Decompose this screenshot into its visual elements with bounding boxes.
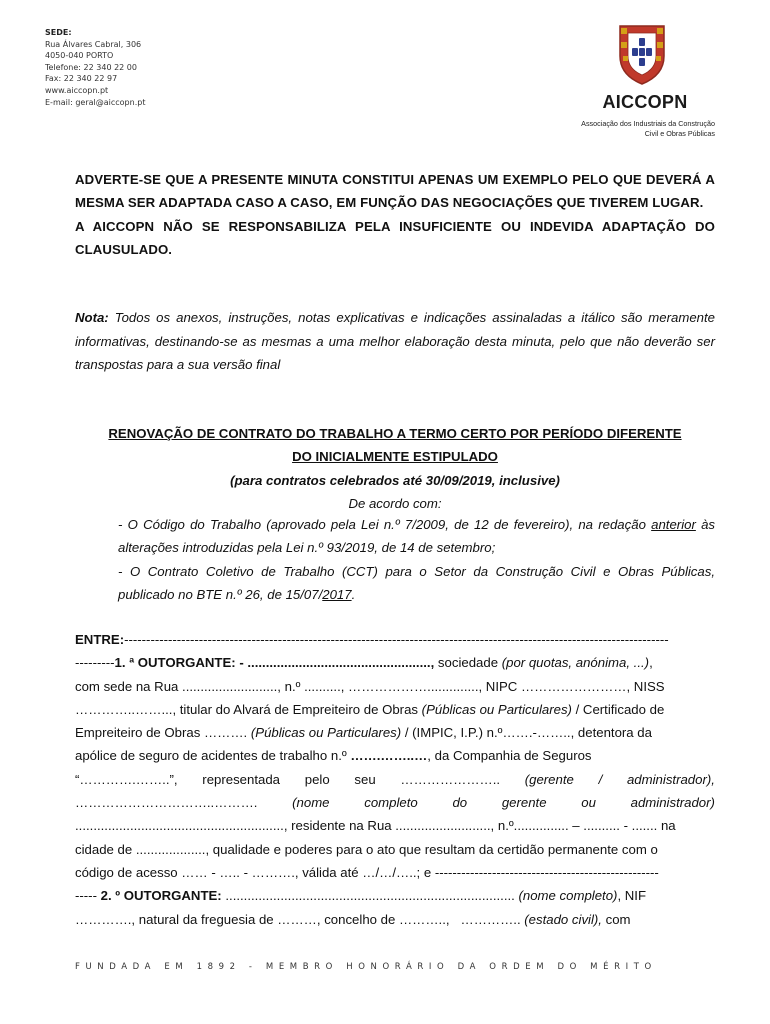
contact-website: www.aiccopn.pt xyxy=(45,85,109,95)
first-party-dashes: --------- xyxy=(75,655,115,671)
title-line-2: DO INICIALMENTE ESTIPULADO xyxy=(292,449,498,465)
permit-type: (Públicas ou Particulares) xyxy=(421,701,572,717)
manager-word: ou xyxy=(581,795,596,811)
first-party-end: , xyxy=(649,655,653,671)
second-party-nif: , NIF xyxy=(617,888,647,904)
contact-email: E-mail: geral@aiccopn.pt xyxy=(45,97,146,107)
contractor-type: (Públicas ou Particulares) xyxy=(250,725,402,741)
coat-of-arms-icon xyxy=(616,22,668,86)
permit-line xyxy=(75,698,715,721)
entre-label: ENTRE: xyxy=(75,632,125,647)
contact-heading: SEDE: xyxy=(45,28,72,37)
title-subtitle: (para contratos celebrados até 30/09/2019, inclusive) xyxy=(230,472,560,488)
residence-line: ........................................................., residente na Rua .........................., n.º............... – .......... - ....... na xyxy=(75,818,676,834)
note-label: Nota: xyxy=(75,310,109,325)
entre-dashes: ---------------------------------------------------------------------------------------------------------------------------- xyxy=(124,632,669,647)
reference-1-text: - O Código do Trabalho (aprovado pela Lei n.º 7/2009, de 12 de fevereiro), na redação xyxy=(118,517,646,532)
rep-word: seu xyxy=(354,771,376,787)
contact-postcode: 4050-040 PORTO xyxy=(45,51,114,61)
birthplace-end: com xyxy=(601,911,631,927)
rep-word: (gerente xyxy=(524,771,574,787)
second-party-line xyxy=(75,884,715,907)
second-party-blank: ............................................................................... xyxy=(221,888,519,904)
brand-tagline xyxy=(560,119,720,138)
manager-word: (nome xyxy=(292,795,330,811)
contractor-text: Empreiteiro de Obras ………. xyxy=(75,725,251,741)
rep-word: ………………….. xyxy=(400,771,501,787)
legal-references xyxy=(118,513,715,606)
access-code-line: código de acesso …… - ….. - ………., válida até …/…/…..; e --------------------------------------------------- xyxy=(75,864,659,880)
rep-word: administrador), xyxy=(626,771,715,787)
reference-1-rest: às alterações introduzidas pela Lei n.º 93/2019, de 14 de setembro; xyxy=(118,517,716,556)
footer-motto: FUNDADA EM 1892 - MEMBRO HONORÁRIO DA ORDEM DO MÉRITO xyxy=(75,962,657,972)
warning-notice xyxy=(75,168,715,261)
reference-2-end: . xyxy=(351,586,356,602)
warning-paragraph-1: ADVERTE-SE QUE A PRESENTE MINUTA CONSTITUI APENAS UM EXEMPLO PELO QUE DEVERÁ A MESMA SER ADAPTADA CASO A CASO, EM FUNÇÃO DAS NEGOCIAÇÕES QUE TIVEREM LUGAR. xyxy=(75,172,715,211)
contact-phone: Telefone: 22 340 22 00 xyxy=(45,62,137,72)
manager-name-line xyxy=(75,791,715,814)
second-party-dashes: ----- xyxy=(75,888,101,904)
rep-word: pelo xyxy=(304,771,330,787)
contractor-line xyxy=(75,721,715,744)
reference-2-text: - O Contrato Coletivo de Trabalho (CCT) para o Setor da Construção Civil e Obras Públicas, xyxy=(118,563,715,579)
reference-2 xyxy=(118,560,715,607)
first-party-blank: - .................................................., xyxy=(235,655,438,671)
rep-word: representada xyxy=(202,771,281,787)
reference-1-underlined: anterior xyxy=(651,517,696,532)
representative-line xyxy=(75,768,715,791)
insurance-number: …….……..… xyxy=(350,748,428,764)
first-party-company-type: (por quotas, anónima, ...) xyxy=(501,655,650,671)
contact-address: Rua Álvares Cabral, 306 xyxy=(45,39,142,49)
title-line-1: RENOVAÇÃO DE CONTRATO DO TRABALHO A TERMO CERTO POR PERÍODO DIFERENTE xyxy=(108,426,682,441)
insurance-line xyxy=(75,744,715,767)
first-party-label: 1. ª OUTORGANTE: xyxy=(114,655,236,671)
rep-word: “………….……..”, xyxy=(75,771,178,787)
brand-name: AICCOPN xyxy=(602,92,688,112)
manager-word: gerente xyxy=(501,795,547,811)
note-paragraph xyxy=(75,306,715,377)
contact-fax: Fax: 22 340 22 97 xyxy=(45,74,118,84)
manager-word: …………………………..………. xyxy=(75,795,258,811)
insurance-company: , da Companhia de Seguros xyxy=(427,748,592,764)
manager-word: completo xyxy=(364,795,418,811)
rep-word: / xyxy=(598,771,603,787)
contact-block xyxy=(45,27,145,108)
civil-status: (estado civil), xyxy=(524,911,602,927)
reference-2-year: 2017 xyxy=(322,586,352,602)
reference-2-bte: publicado no BTE n.º 26, de 15/07/ xyxy=(118,586,323,602)
second-party-name: (nome completo) xyxy=(518,888,618,904)
brand-tagline-line2: Civil e Obras Públicas xyxy=(644,128,715,138)
entre-line xyxy=(75,628,715,651)
document-title xyxy=(75,422,715,515)
reference-1 xyxy=(118,513,715,560)
city-line: cidade de ..................., qualidade e poderes para o ato que resultam da certidão permanente com o xyxy=(75,841,658,857)
title-according-to: De acordo com: xyxy=(348,495,442,511)
birthplace-line xyxy=(75,908,715,931)
insurance-text: apólice de seguro de acidentes de trabalho n.º xyxy=(75,748,351,764)
permit-text: …………..……..., titular do Alvará de Empreiteiro de Obras xyxy=(75,701,422,717)
first-party-company: sociedade xyxy=(437,655,502,671)
warning-paragraph-2: A AICCOPN NÃO SE RESPONSABILIZA PELA INSUFICIENTE OU INDEVIDA ADAPTAÇÃO DO CLAUSULADO. xyxy=(75,218,715,257)
second-party-label: 2. º OUTORGANTE: xyxy=(100,888,222,904)
birthplace-text: …………., natural da freguesia de ………, concelho de ……….., ………….. xyxy=(75,911,525,927)
address-line: com sede na Rua .........................., n.º .........., ……………….............., NIPC ……………………, NISS xyxy=(75,678,665,694)
manager-word: administrador) xyxy=(630,795,715,811)
first-party-line xyxy=(75,651,715,674)
manager-word: do xyxy=(452,795,468,811)
brand-tagline-line1: Associação dos Industriais da Construção xyxy=(581,119,715,128)
permit-cert: / Certificado de xyxy=(571,701,665,717)
contract-body xyxy=(75,628,715,931)
contractor-impic: / (IMPIC, I.P.) n.º…….-…….., detentora da xyxy=(401,725,652,741)
note-text: Todos os anexos, instruções, notas explicativas e indicações assinaladas a itálico são meramente informativas, destinando-se as mesmas a uma melhor elaboração desta minuta, pelo que não deverão ser transpostas para a sua versão final xyxy=(75,310,715,372)
